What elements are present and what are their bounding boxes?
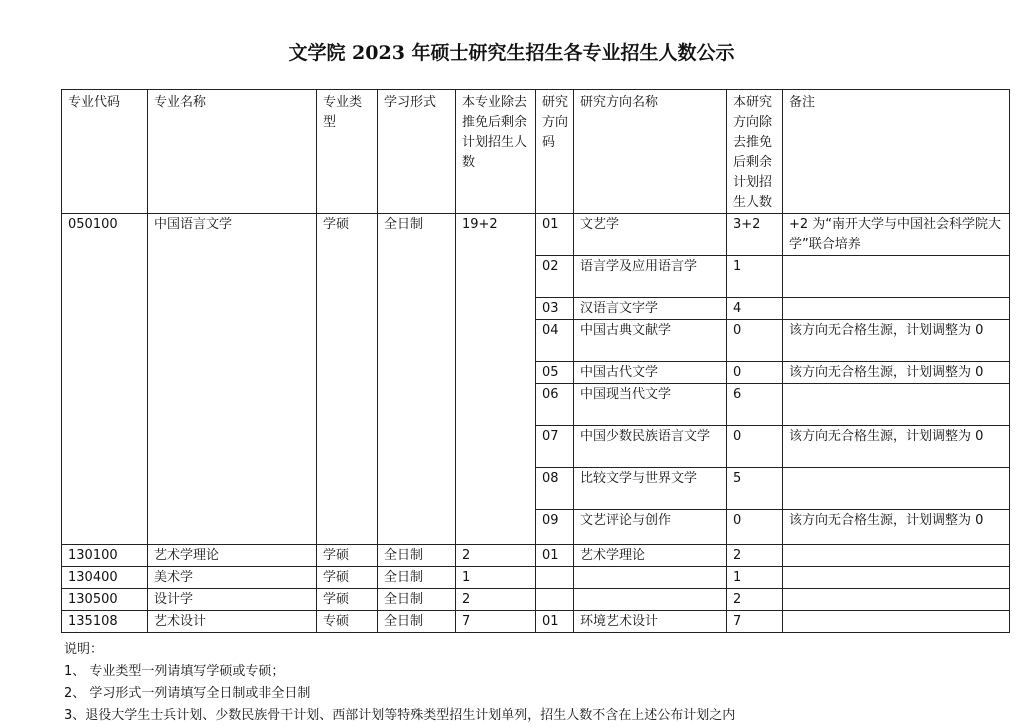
header-dir-code: 研究方向码 (536, 90, 574, 214)
direction-count-cell: 2 (727, 545, 783, 567)
direction-count-cell: 4 (727, 298, 783, 320)
direction-code-cell: 03 (536, 298, 574, 320)
major-name-cell: 设计学 (148, 589, 317, 611)
direction-count-cell: 3+2 (727, 214, 783, 256)
major-type-cell: 专硕 (317, 611, 378, 633)
direction-note-cell (783, 384, 1010, 426)
header-type: 专业类型 (317, 90, 378, 214)
direction-count-cell: 6 (727, 384, 783, 426)
notes (64, 639, 735, 727)
direction-note-cell (783, 589, 1010, 611)
note-item: 3、退役大学生士兵计划、少数民族骨干计划、西部计划等特殊类型招生计划单列，招生人数不含在上述公布计划之内 (64, 708, 736, 723)
direction-note-cell: 该方向无合格生源，计划调整为 0 (783, 320, 1010, 362)
direction-code-cell: 08 (536, 468, 574, 510)
header-dir-name: 研究方向名称 (574, 90, 727, 214)
major-mode-cell: 全日制 (378, 214, 456, 545)
table-row (62, 545, 1010, 567)
direction-name-cell: 中国现当代文学 (574, 384, 727, 426)
direction-count-cell: 2 (727, 589, 783, 611)
header-mode: 学习形式 (378, 90, 456, 214)
table-row (62, 589, 1010, 611)
direction-note-cell: 该方向无合格生源，计划调整为 0 (783, 362, 1010, 384)
direction-name-cell: 比较文学与世界文学 (574, 468, 727, 510)
note-item: 1、 专业类型一列请填写学硕或专硕； (64, 664, 285, 679)
major-mode-cell: 全日制 (378, 567, 456, 589)
table-body (62, 214, 1010, 633)
note-item: 2、 学习形式一列请填写全日制或非全日制 (64, 686, 311, 701)
direction-code-cell (536, 567, 574, 589)
major-type-cell: 学硕 (317, 589, 378, 611)
direction-name-cell: 文艺评论与创作 (574, 510, 727, 545)
header-name: 专业名称 (148, 90, 317, 214)
direction-code-cell: 05 (536, 362, 574, 384)
major-mode-cell: 全日制 (378, 589, 456, 611)
direction-count-cell: 0 (727, 426, 783, 468)
direction-count-cell: 7 (727, 611, 783, 633)
major-remaining-cell: 7 (456, 611, 536, 633)
direction-code-cell: 06 (536, 384, 574, 426)
major-type-cell: 学硕 (317, 545, 378, 567)
direction-note-cell (783, 256, 1010, 298)
major-code-cell: 130400 (62, 567, 148, 589)
major-name-cell: 艺术设计 (148, 611, 317, 633)
direction-count-cell: 0 (727, 320, 783, 362)
header-remaining: 本专业除去推免后剩余计划招生人数 (456, 90, 536, 214)
direction-name-cell (574, 589, 727, 611)
major-mode-cell: 全日制 (378, 545, 456, 567)
major-type-cell: 学硕 (317, 214, 378, 545)
direction-note-cell: 该方向无合格生源，计划调整为 0 (783, 510, 1010, 545)
direction-name-cell: 文艺学 (574, 214, 727, 256)
major-mode-cell: 全日制 (378, 611, 456, 633)
direction-count-cell: 5 (727, 468, 783, 510)
direction-count-cell: 1 (727, 567, 783, 589)
header-dir-remaining: 本研究方向除去推免后剩余计划招生人数 (727, 90, 783, 214)
direction-count-cell: 0 (727, 510, 783, 545)
direction-name-cell: 语言学及应用语言学 (574, 256, 727, 298)
direction-note-cell: +2 为“南开大学与中国社会科学院大学”联合培养 (783, 214, 1010, 256)
table-row (62, 611, 1010, 633)
direction-code-cell: 01 (536, 611, 574, 633)
direction-code-cell: 01 (536, 214, 574, 256)
direction-code-cell: 02 (536, 256, 574, 298)
direction-code-cell: 07 (536, 426, 574, 468)
table-row (62, 567, 1010, 589)
direction-count-cell: 1 (727, 256, 783, 298)
page-title: 文学院 2023 年硕士研究生招生各专业招生人数公示 (288, 42, 735, 64)
direction-code-cell (536, 589, 574, 611)
table-row (62, 214, 1010, 256)
major-name-cell: 中国语言文学 (148, 214, 317, 545)
direction-name-cell: 中国古代文学 (574, 362, 727, 384)
direction-name-cell: 艺术学理论 (574, 545, 727, 567)
direction-code-cell: 01 (536, 545, 574, 567)
direction-count-cell: 0 (727, 362, 783, 384)
header-code: 专业代码 (62, 90, 148, 214)
major-code-cell: 050100 (62, 214, 148, 545)
major-code-cell: 130100 (62, 545, 148, 567)
major-name-cell: 艺术学理论 (148, 545, 317, 567)
direction-note-cell (783, 545, 1010, 567)
direction-name-cell: 汉语言文字学 (574, 298, 727, 320)
direction-name-cell: 环境艺术设计 (574, 611, 727, 633)
major-remaining-cell: 2 (456, 589, 536, 611)
major-remaining-cell: 2 (456, 545, 536, 567)
major-code-cell: 135108 (62, 611, 148, 633)
direction-code-cell: 09 (536, 510, 574, 545)
direction-note-cell: 该方向无合格生源，计划调整为 0 (783, 426, 1010, 468)
direction-note-cell (783, 468, 1010, 510)
direction-note-cell (783, 611, 1010, 633)
direction-name-cell: 中国少数民族语言文学 (574, 426, 727, 468)
major-type-cell: 学硕 (317, 567, 378, 589)
direction-note-cell (783, 567, 1010, 589)
direction-name-cell (574, 567, 727, 589)
enrollment-table (61, 89, 1010, 633)
major-remaining-cell: 1 (456, 567, 536, 589)
major-code-cell: 130500 (62, 589, 148, 611)
notes-heading: 说明： (64, 642, 104, 657)
major-remaining-cell: 19+2 (456, 214, 536, 545)
header-note: 备注 (783, 90, 1010, 214)
header-row (62, 90, 1010, 214)
direction-name-cell: 中国古典文献学 (574, 320, 727, 362)
major-name-cell: 美术学 (148, 567, 317, 589)
direction-note-cell (783, 298, 1010, 320)
direction-code-cell: 04 (536, 320, 574, 362)
